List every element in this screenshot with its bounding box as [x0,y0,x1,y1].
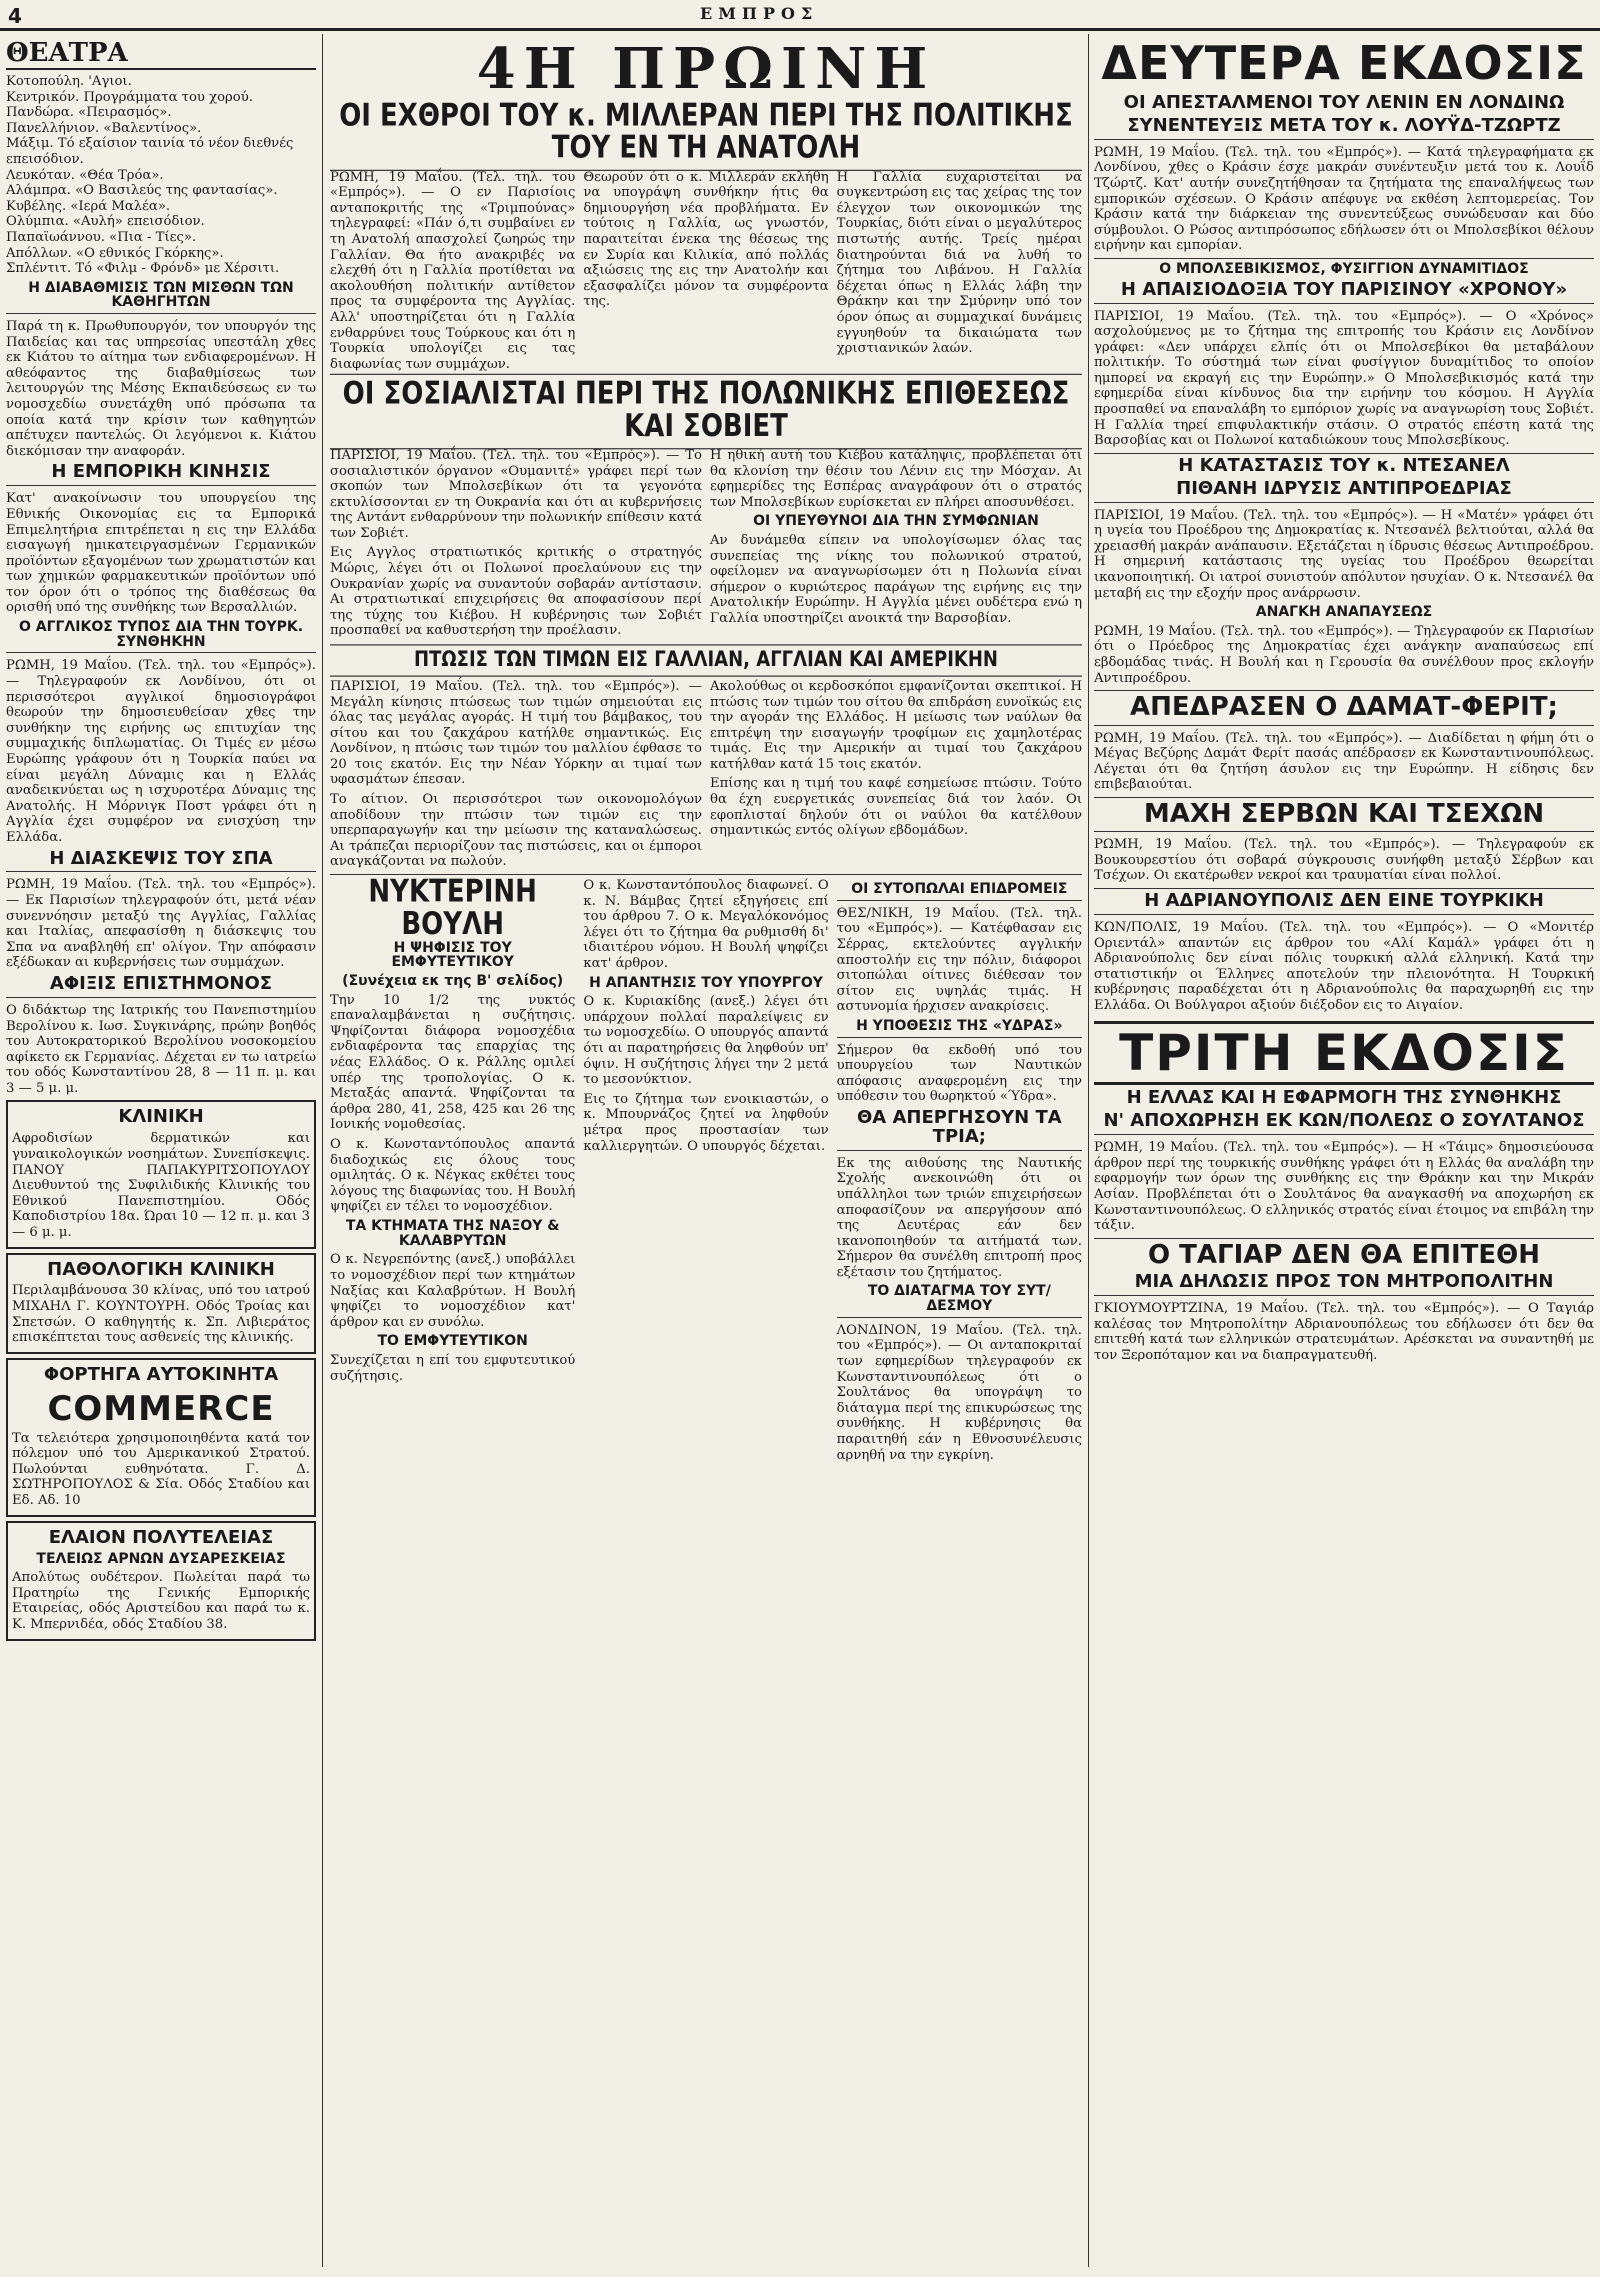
page-number: 4 [8,4,22,28]
theatre-line: Κοτοπούλη. 'Αγιοι. [6,74,132,89]
column-rule [1088,34,1089,2267]
article-ptosis-part: Επίσης και η τιμή του καφέ εσημείωσε πτώσιν. Τούτο θα έχη ευεργετικάς συνεπείας διά τον λαόν. Οι εφοπλισταί δηλούν ότι οι ναύλοι θα κατέλθουν σημαντικώς εντός ολίγων εβδομάδων. [710,776,1082,839]
article-damat-ferit: ΡΩΜΗ, 19 Μαΐου. (Τελ. τηλ. του «Εμπρός»). — Διαδίδεται η φήμη ότι ο Μέγας Βεζύρης Δαμάτ Φερίτ πασάς απέδρασεν εκ Κωνσταντινουπόλεως. Λέγεται ότι θα ζητήση άσυλον εις την Ευρώπην. Η είδησις δεν επιβεβαιούται. [1094,730,1594,793]
headline-damat-ferit: ΑΠΕΔΡΑΣΕΝ Ο ΔΑΜΑΤ-ΦΕΡΙΤ; [1094,690,1594,725]
theatre-line: Πανδώρα. «Πειρασμός». [6,105,172,121]
article-millerand-part: Η Γαλλία ευχαριστείται να συγκεντρώση εις τας χείρας της τον έλεγχον των οικονομικών της Τουρκίας, διότι είναι ο μεγαλύτερος πιστωτής αυτής. Τρείς ημέραι διατηρούνται διά να λυθή το ζήτημα του Λιβάνου. Η Γαλλία δέχεται όπως η Ελλάς λάβη την Θράκην και την Σμύρνην υπό τον όρον όπως αι συμμαχικαί δυνάμεις εγγυηθούν τα δικαιώματα των χριστιανικών λαών. [836,169,1082,357]
article-vouli-part: Εις το ζήτημα των ενοικιαστών, ο κ. Μπουρνάζος ζητεί να ληφθούν μέτρα προς προστασίαν των καλλιεργητών. Ο υπουργός δέχεται. [583,1091,829,1154]
article-ptosis-part: ΠΑΡΙΣΙΟΙ, 19 Μαΐου. (Τελ. τηλ. του «Εμπρός»). — Μεγάλη κίνησις πτώσεως των τιμών σημειούται εις όλας τας μεγάλας αγοράς. Η τιμή του βάμβακος, του σίτου και του ζακχάρου κατήλθε σημαντικώς. Εις Λονδίνον, η πτώσις των τιμών του μαλλίου έφθασε το 20 τοις εκατόν. Εις την Νέαν Υόρκην αι τιμαί των υφασμάτων έπεσαν. [330,678,702,788]
headline-lenin: ΟΙ ΑΠΕΣΤΑΛΜΕΝΟΙ ΤΟΥ ΛΕΝΙΝ ΕΝ ΛΟΝΔΙΝΩ [1123,92,1565,113]
headline-lloyd-george: ΣΥΝΕΝΤΕΥΞΙΣ ΜΕΤΑ ΤΟΥ κ. ΛΟΥΫΔ-ΤΖΩΡΤΖ [1094,117,1594,140]
article-spa: ΡΩΜΗ, 19 Μαΐου. (Τελ. τηλ. του «Εμπρός»). — Εκ Παρισίων τηλεγραφούν ότι, μετά νέαν συνεννόησιν μεταξύ της Αγγλίας, Γαλλίας και Ιταλίας, απεφασίσθη η διάσκεψις του Σπα να αναβληθή επ' ολίγον. Την απόφασιν εξέδωκαν αι κυβερνήσεις των συμμάχων. [6,877,316,971]
article-tagiar: ΓΚΙΟΥΜΟΥΡΤΖΙΝΑ, 19 Μαΐου. (Τελ. τηλ. του «Εμπρός»). — Ο Ταγιάρ καλέσας τον Μητροπολίτην Αδριανουπόλεως του εδήλωσεν ότι δεν θα επιτεθή κατά των ελληνικών στρατευμάτων. Αρέσκεται να συναντηθή με τον Ξεροπόταμον και να διαπραγματευθή. [1094,1301,1594,1363]
headline-sytopolai: ΟΙ ΣΥΤΟΠΩΛΑΙ ΕΠΙΔΡΟΜΕΙΣ [837,882,1082,901]
headline-chronou: Η ΑΠΑΙΣΙΟΔΟΞΙΑ ΤΟΥ ΠΑΡΙΣΙΝΟΥ «ΧΡΟΝΟΥ» [1094,281,1594,304]
article-millerand-part: ΡΩΜΗ, 19 Μαΐου. (Τελ. τηλ. του «Εμπρός»). — Ο εν Παρισίοις ανταποκριτής της «Τριμπούνας» τηλεγραφεί: «Πάν ό,τι συμβαίνει εν τη Ανατολή απασχολεί ζωηρώς την Γαλλίαν. Θα ήτο ανακριβές να ελεχθή ότι η Γαλλία προτίθεται να ακολουθήση πολιτικήν αντίθετον προς τα συμφέροντα της Αγγλίας. Αλλ' υποστηρίζεται ότι η Γαλλία ενθαρρύνει τους Τούρκους και ότι η Τουρκία υπολογίζει εις τας διαφωνίας των συμμάχων. [330,169,576,372]
subheadline-naxou: ΤΑ ΚΤΗΜΑΤΑ ΤΗΣ ΝΑΞΟΥ & ΚΑΛΑΒΡΥΤΩΝ [345,1218,560,1249]
headline-millerand: ΟΙ ΕΧΘΡΟΙ ΤΟΥ κ. ΜΙΛΛΕΡΑΝ ΠΕΡΙ ΤΗΣ ΠΟΛΙΤΙΚΗΣ ΤΟΥ ΕΝ ΤΗ ΑΝΑΤΟΛΗ [330,100,1082,170]
headline-emporiki: Η ΕΜΠΟΡΙΚΗ ΚΙΝΗΣΙΣ [6,463,316,486]
article-chronou: ΠΑΡΙΣΙΟΙ, 19 Μαΐου. (Τελ. τηλ. του «Εμπρός»). — Ο «Χρόνος» ασχολούμενος με το ζήτημα της επιτροπής του Κράσιν εις Λονδίνον γράφει: «Δεν υπάρχει ελπίς ότι οι Μπολσεβίκοι θα μεταβάλουν πολιτικήν. Το σύστημά των είναι φυσίγγιον δυναμίτιδος το οποίον ημπορεί να εκραγή εις την Ευρώπην.» Ο Μπολσεβικισμός κατά την εφημερίδα είναι κίνδυνος δια την ειρήνην του κόσμου. Η Αγγλία προσπαθεί να επαναλάβη το εμπόριον χωρίς να αναγνωρίση τους Σοβιέτ. Η Γαλλία τηρεί επιφυλακτικήν στάσιν. Ο στρατός επέστη κατά της Βαρσοβίας και οι Πολωνοί καταδιώκουν τους Μπολσεβίκους. [1094,308,1594,449]
article-ptosis-part: Το αίτιον. Οι περισσότεροι των οικονομολόγων αποδίδουν την πτώσιν των τιμών εις την υπερπαραγωγήν και την μείωσιν της καταναλώσεως. Αι τράπεζαι περιορίζουν τας πιστώσεις, και οι έμποροι αναγκάζονται να πωλούν. [330,792,702,870]
article-vouli-part: Ο κ. Κωνσταντόπουλος απαντά διαδοχικώς εις όλους τους ομιλητάς. Ο κ. Νέγκας εκθέτει τους λόγους της διαφωνίας του. Η Βουλή ψηφίζει εν τέλει το νομοσχέδιον. [330,1137,576,1215]
headline-tagiar: Ο ΤΑΓΙΑΡ ΔΕΝ ΘΑ ΕΠΙΤΕΘΗ [1094,1238,1594,1269]
subheadline-emfyteutikou: Η ΨΗΦΙΣΙΣ ΤΟΥ ΕΜΦΥΤΕΥΤΙΚΟΥ [391,939,514,971]
headline-soultanos: Ν' ΑΠΟΧΩΡΗΣΗ ΕΚ ΚΩΝ/ΠΟΛΕΩΣ Ο ΣΟΥΛΤΑΝΟΣ [1094,1112,1594,1135]
edition-title-4h-proini: 4Η ΠΡΩΙΝΗ [476,36,936,102]
left-column [6,34,316,2267]
headline-bolsevikismos: Ο ΜΠΟΛΣΕΒΙΚΙΣΜΟΣ, ΦΥΣΙΓΓΙΟΝ ΔΥΝΑΜΙΤΙΔΟΣ [1094,258,1594,277]
theatre-line: Ολύμπια. «Αυλή» επεισόδιον. [6,214,205,230]
headline-elaion: ΕΛΑΙΟΝ ΠΟΛΥΤΕΛΕΙΑΣ [48,1526,274,1548]
theatre-line: Σπλέντιτ. Τό «Φιλμ - Φρόνδ» με Χέρσιτι. [6,261,280,277]
headline-adrianoupolis: Η ΑΔΡΙΑΝΟΥΠΟΛΙΣ ΔΕΝ ΕΙΝΕ ΤΟΥΡΚΙΚΗ [1094,888,1594,915]
headline-mitropolitis: ΜΙΑ ΔΗΛΩΣΙΣ ΠΡΟΣ ΤΟΝ ΜΗΤΡΟΠΟΛΙΤΗΝ [1094,1273,1594,1296]
headline-nykterini-vouli: ΝΥΚΤΕΡΙΝΗ ΒΟΥΛΗ [368,874,537,943]
commerce-brand: COMMERCE [47,1388,275,1429]
subheadline-apantisis: Η ΑΠΑΝΤΗΣΙΣ ΤΟΥ ΥΠΟΥΡΓΟΥ [589,974,823,991]
headline-diabathmisis: Η ΔΙΑΒΑΘΜΙΣΙΣ ΤΩΝ ΜΙΣΘΩΝ ΤΩΝ ΚΑΘΗΓΗΤΩΝ [6,281,316,314]
headline-elaion-sub: ΤΕΛΕΙΩΣ ΑΡΝΩΝ ΔΥΣΑΡΕΣΚΕΙΑΣ [36,1550,286,1567]
article-sytopolai: ΘΕΣ/ΝΙΚΗ, 19 Μαΐου. (Τελ. τηλ. του «Εμπρός»). — Κατέφθασαν εις Σέρρας, εκτελούντες αγγλικήν αποστολήν εις την πόλιν, διάφοροι σιτοπώλαι οίτινες διέθεσαν τον σίτον εις υψηλάς τιμάς. Η αστυνομία ήρχισεν ανακρίσεις. [836,905,1082,1015]
article-diatagma: ΛΟΝΔΙΝΟΝ, 19 Μαΐου. (Τελ. τηλ. του «Εμπρός»). — Οι ανταποκριταί των εφημερίδων τηλεγραφούν εκ Κωνσταντινουπόλεως ότι ο Σουλτάνος θα υπογράψη το διάταγμα περί της επικυρώσεως της συνθήκης. Η κυβέρνησις θα παραιτηθή εάν η Εθνοσυνέλευσις αρνηθή να την εγκρίνη. [836,1322,1082,1463]
headline-afixis: ΑΦΙΞΙΣ ΕΠΙΣΤΗΜΟΝΟΣ [6,975,316,998]
article-emporiki: Κατ' ανακοίνωσιν του υπουργείου της Εθνικής Οικονομίας εις τα Εμπορικά Επιμελητήρια επιτρέπεται η εις την Ελλάδα εισαγωγή ημικατειργασμένων Γερμανικών προϊόντων εξαγομένων των χρωματιστών και των χημικών φαρμακευτικών προϊόντων υπό τον όρον ότι ο τρόπος της διαθέσεως θα ορισθή υπό της συνθήκης των Βερσαλλιών. [6,491,316,616]
ad-pathologiki-box [6,1253,316,1354]
article-ptosis-part: Ακολούθως οι κερδοσκόποι εμφανίζονται σκεπτικοί. Η πτώσις των τιμών του σίτου θα επιδράση ευνοϊκώς εις την αγοράν της Ελλάδος. Η μείωσις των ναύλων θα επιτρέψη την εισαγωγήν τροφίμων εις χαμηλοτέρας τιμάς. Εις την Αμερικήν αι τιμαί του ζακχάρου κατήλθαν κατά 15 τοις εκατόν. [710,678,1082,772]
ad-elaion: Απολύτως ουδέτερον. Πωλείται παρά τω Πρατηρίω της Γενικής Εμπορικής Εταιρείας, οδός Αριστείδου και παρά τω κ. Κ. Μπερνιδέα, οδός Σταδίου 38. [12,1570,310,1633]
headline-ydra: Η ΥΠΟΘΕΣΙΣ ΤΗΣ «ΥΔΡΑΣ» [837,1019,1082,1038]
headline-klinik: ΚΛΙΝΙΚΗ [118,1106,204,1128]
headline-ellas-synthiki: Η ΕΛΛΑΣ ΚΑΙ Η ΕΦΑΡΜΟΓΗ ΤΗΣ ΣΥΝΘΗΚΗΣ [1126,1087,1562,1109]
article-vouli-part: Ο κ. Νεγρεπόντης (ανεξ.) υποβάλλει το νομοσχέδιον περί των κτημάτων Ναξίας και Καλαβρύτων. Η Βουλή ψηφίζει το νομοσχέδιον κατ' άρθρον και εν συνόλω. [330,1252,576,1330]
headline-antiproedria: ΠΙΘΑΝΗ ΙΔΡΥΣΙΣ ΑΝΤΙΠΡΟΕΔΡΙΑΣ [1094,480,1594,503]
article-anapausis: ΡΩΜΗ, 19 Μαΐου. (Τελ. τηλ. του «Εμπρός»). — Τηλεγραφούν εκ Παρισίων ότι ο Πρόεδρος της Δημοκρατίας έχει ανάγκην αναπαύσεως επί εβδομάδας τινάς. Η Βουλή και η Γερουσία θα συνέλθουν προς εκλογήν Αντιπροέδρου. [1094,623,1594,686]
headline-diatagma: ΤΟ ΔΙΑΤΑΓΜΑ ΤΟΥ ΣΥΤ/ΔΕΣΜΟΥ [837,1284,1082,1317]
theatre-line: Κυβέλης. «Ιερά Μαλέα». [6,198,171,214]
headline-pathologiki: ΠΑΘΟΛΟΓΙΚΗ ΚΛΙΝΙΚΗ [47,1258,275,1280]
millerand-columns [330,170,1082,377]
article-lenin: ΡΩΜΗ, 19 Μαΐου. (Τελ. τηλ. του «Εμπρός»). — Κατά τηλεγραφήματα εκ Λονδίνου, χθες ο Κράσιν έσχε μακράν συνέντευξιν μετά του κ. Λουΐδ Τζώρτζ. Κατ' αυτήν συνεζητήθησαν τα ζητήματα της επαναλήψεως των εμπορικών σχέσεων. Ο Κράσιν απέφυγε να εκθέση λεπτομερείας. Τον Κράσιν κατά την διάρκειαν της συνεντεύξεως συνώδευσαν και δύο σύμβουλοι. Ο Ρώσος αντιπρόσωπος εδήλωσεν ότι οι Μπολσεβίκοι θέλουν ειρήνην και εμπορίαν. [1094,144,1594,254]
subheadline-ypeuthynoi: ΟΙ ΥΠΕΥΘΥΝΟΙ ΔΙΑ ΤΗΝ ΣΥΜΦΩΝΙΑΝ [753,513,1039,530]
center-column [330,34,1082,2267]
article-ydra: Σήμερον θα εκδοθή υπό του υπουργείου των Ναυτικών απόφασις αναφερομένη εις την υπόθεσιν του θωρηκτού «Ύδρα». [836,1042,1082,1105]
theatre-title: ΘΕΑΤΡΑ [6,38,316,70]
headline-deschanel: Η ΚΑΤΑΣΤΑΣΙΣ ΤΟΥ κ. ΝΤΕΣΑΝΕΛ [1094,453,1594,476]
theatre-line: Απόλλων. «Ο εθνικός Γκόρκης». [6,245,224,261]
article-apergia: Εκ της αιθούσης της Ναυτικής Σχολής ανεκοινώθη ότι οι υπάλληλοι των τριών επιχειρήσεων αποφασίζουν να απεργήσουν από της Δευτέρας εάν δεν ικανοποιηθούν τα αιτήματά των. Σήμερον θα συνέλθη επιτροπή προς εξέτασιν του ζητήματος. [836,1155,1082,1280]
article-sosialistai-part: Αν δυνάμεθα είπειν να υπολογίσωμεν όλας τας συνεπείας της νίκης του πολωνικού στρατού, οφείλομεν να αναγνωρίσωμεν ότι η Πολωνία είναι σήμερον ο κυριώτερος παράγων της ειρήνης εις την Ανατολικήν Ευρώπην. Η Αγγλία μένει ουδέτερα ενώ η Γαλλία υποστηρίζει ανοικτά την Βαρσοβίαν. [710,532,1082,626]
subheadline-emfyteutikon: ΤΟ ΕΜΦΥΤΕΥΤΙΚΟΝ [377,1333,528,1350]
article-millerand-part: Θεωρούν ότι ο κ. Μιλλεράν εκλήθη να υπογράψη συνθήκην ήτις θα δημιουργήση νέα προβλήματα. Εν τούτοις η Γαλλία, ως γνωστόν, παραιτείται ένεκα της θέσεως της εν Συρία και Κιλικία, από πολλάς αξιώσεις της εις την Ανατολήν και εξασφαλίζει μόνον τα συμφέροντα της. [583,169,829,310]
theatre-list [6,74,316,277]
headline-fortiga: ΦΟΡΤΗΓΑ ΑΥΤΟΚΙΝΗΤΑ [43,1363,279,1385]
ad-commerce-box [6,1358,316,1517]
subheadline-anapausis: ΑΝΑΓΚΗ ΑΝΑΠΑΥΣΕΩΣ [1255,604,1433,621]
column-rule [322,34,323,2267]
theatre-line: Μάξιμ. Τό εξαίσιον ταινία τό νέον διεθνές επεισόδιον. [6,136,294,167]
headline-anglikos-typos: Ο ΑΓΓΛΙΚΟΣ ΤΥΠΟΣ ΔΙΑ ΤΗΝ ΤΟΥΡΚ. ΣΥΝΘΗΚΗΝ [6,620,316,653]
right-column [1094,34,1594,2267]
article-sosialistai-part: Η ηθική αυτή του Κιέβου κατάληψις, προβλέπεται ότι θα κλονίση την θέσιν του Λένιν εις την Μόσχαν. Αι εφημερίδες της Εσπέρας αναγράφουν ότι ο στρατός των Μπολσεβίκων ευρίσκεται εν πλήρει αποσυνθέσει. [710,447,1082,510]
article-vouli-part: Συνεχίζεται η επί του εμφυτευτικού συζήτησις. [330,1353,576,1384]
subheadline-synecheia: (Συνέχεια εκ της Β' σελίδος) [342,973,564,990]
ad-klinik-box [6,1100,316,1248]
theatre-line: Λευκόταν. «Θέα Τρόα». [6,167,164,183]
article-sosialistai-part: Εις Αγγλος στρατιωτικός κριτικής ο στρατηγός Μώρις, λέγει ότι οι Πολωνοί προελαύνουν εις την Ουκρανίαν χωρίς να συναντούν σοβαράν αντίστασιν. Αι στρατιωτικαί επιχειρήσεις θα αποφασίσουν περί της τύχης του Κιέβου. Η κυβέρνησις των Σοβιέτ προσπαθεί να καθυστερήση την προέλασιν. [330,545,702,639]
article-diabathmisis: Παρά τη κ. Πρωθυπουργόν, τον υπουργόν της Παιδείας και τας υπηρεσίας υπεστάλη χθες εκ Κιάτου το αίτημα των ενδιαφερομένων. Η αθεόφαντος της διαβαθμίσεως των λειτουργών της Μέσης Εκπαιδεύσεως εν τω νομοσχεδίω συνετάχθη υπό πρόσωπα τα οποία κατά την κρίσιν των καθηγητών απέτυχεν παντελώς. Οι λεγόμενοι κ. Κιάτου διεκόμισαν την αναφοράν. [6,319,316,459]
masthead: ΕΜΠΡΟΣ [700,4,819,23]
theatre-line: Κεντρικόν. Προγράμματα του χορού. [6,89,253,105]
ad-klinik: Αφροδισίων δερματικών και γυναικολογικών νοσημάτων. Συνεπίσκεψις. ΠΑΝΟΥ ΠΑΠΑΚΥΡΙΤΣΟΠΟΥΛΟΥ Διευθυντού της Συφιλιδικής Κλινικής του Εθνικού Πανεπιστημίου. Οδός Καποδιστρίου 18α. Ώραι 10 — 12 π. μ. και 3 — 6 μ. μ. [12,1131,310,1240]
article-adrianoupolis: ΚΩΝ/ΠΟΛΙΣ, 19 Μαΐου. (Τελ. τηλ. του «Εμπρός»). — Ο «Μονιτέρ Οριεντάλ» απαντών εις άρθρον του «Αλί Καμάλ» γράφει ότι η Αδριανούπολις δεν είναι πόλις τουρκική αλλά ελληνική. Κατά την στατιστικήν οι Έλληνες αποτελούν την πλειονότητα. Η Τουρκική κυβέρνησις παραδέχεται ότι η Αδριανούπολις θα παραχωρηθή εις την Ελλάδα. Οι Βούλγαροι αξιούν διέξοδον εις το Αιγαίον. [1094,919,1594,1013]
top-rule [0,28,1600,31]
edition-title-triti: ΤΡΙΤΗ ΕΚΔΟΣΙΣ [1094,1021,1594,1085]
ad-commerce: Τα τελειότερα χρησιμοποιηθέντα κατά τον πόλεμον υπό του Αμερικανικού Στρατού. Πωλούνται ευθηνότατα. Γ. Δ. ΣΩΤΗΡΟΠΟΥΛΟΣ & Σία. Οδός Σταδίου και Εδ. Αδ. 10 [12,1430,310,1509]
article-servon-tsechon: ΡΩΜΗ, 19 Μαΐου. (Τελ. τηλ. του «Εμπρός»). — Τηλεγραφούν εκ Βουκουρεστίου ότι σοβαρά σύγκρουσις συνήφθη μεταξύ Σέρβων και Τσέχων. Οι εκατέρωθεν νεκροί και τραυματίαι είναι πολλοί. [1094,837,1594,884]
headline-servon-tsechon: ΜΑΧΗ ΣΕΡΒΩΝ ΚΑΙ ΤΣΕΧΩΝ [1094,797,1594,832]
ad-afixis: Ο διδάκτωρ της Ιατρικής του Πανεπιστημίου Βερολίνου κ. Ιωσ. Συγκινάρης, πρώην βοηθός του Αυτοκρατορικού Βερολίνου νοσοκομείου αφίκετο εκ Γερμανίας. Δέχεται εν τω ιατρείω του οδός Κωνσταντίνου 28, 8 — 11 π. μ. και 3 — 5 μ. μ. [6,1002,316,1096]
article-anglikos-typos: ΡΩΜΗ, 19 Μαΐου. (Τελ. τηλ. του «Εμπρός»). — Τηλεγραφούν εκ Λονδίνου, ότι οι περισσότεροι αγγλικοί δημοσιογράφοι θεωρούν την δημοσιευθείσαν χθες την συνθήκην της ειρήνης ως επιτυχίαν της συμμαχικής διπλωματίας. Οι Τιμές εν μέσω Ευρώπης γράφουν ότι η Τουρκία παύει να είναι μεγάλη Δύναμις και η Ελλάς αναδεικνύεται ως η ισχυροτέρα Δύναμις της Ανατολής. Η Μόρνιγκ Ποστ γράφει ότι η Αγγλία έχει συμφέρον να ενισχύση την Ελλάδα. [6,658,316,845]
ad-elaion-box [6,1521,316,1641]
edition-title-deutera: ΔΕΥΤΕΡΑ ΕΚΔΟΣΙΣ [1101,36,1587,90]
lower-center-columns [330,874,1082,1467]
theatre-line: Αλάμπρα. «Ο Βασιλεύς της φαντασίας». [6,183,278,199]
article-deschanel: ΠΑΡΙΣΙΟΙ, 19 Μαΐου. (Τελ. τηλ. του «Εμπρός»). — Η «Ματέν» γράφει ότι η υγεία του Προέδρου της Δημοκρατίας κ. Ντεσανέλ βελτιούται, αλλά θα χρειασθή μακράν ανάπαυσιν. Εξετάζεται η ίδρυσις θέσεως Αντιπροέδρου. Η σημερινή κατάστασις της υγείας του Προέδρου θεωρείται ικανοποιητική. Οι ιατροί συνιστούν απόλυτον ησυχίαν. Ο κ. Ντεσανέλ θα μεταβή εις την εξοχήν προς ανάρρωσιν. [1094,507,1594,601]
theatre-line: Πανελλήνιον. «Βαλεντίνος». [6,120,202,136]
article-sosialistai-part: ΠΑΡΙΣΙΟΙ, 19 Μαΐου. (Τελ. τηλ. του «Εμπρός»). — Το σοσιαλιστικόν όργανον «Ουμανιτέ» γράφει περί των σκοπών των Μπολσεβίκων ότι τα γεγονότα εκτυλίσσονται εν τη Ουκρανία και ότι αι κυβερνήσεις της Αντάντ ενθαρρύνουν την πολωνικήν επίθεσιν κατά των Σοβιέτ. [330,447,702,541]
article-vouli-part: Την 10 1/2 της νυκτός επαναλαμβάνεται η συζήτησις. Ψηφίζονται διάφορα νομοσχέδια ενδιαφέροντα τας επαρχίας της νέας Ελλάδος. Ο κ. Ράλλης ομιλεί υπέρ της τροπολογίας. Ο κ. Μεταξάς απαντά. Ψηφίζονται τα άρθρα 280, 41, 258, 425 και 26 της Ιονικής νομοθεσίας. [330,992,576,1133]
ptosis-columns [330,679,1082,874]
ad-pathologiki: Περιλαμβάνουσα 30 κλίνας, υπό του ιατρού ΜΙΧΑΗΛ Γ. ΚΟΥΝΤΟΥΡΗ. Οδός Τροίας και Σπετσών. Ο καθηγητής κ. Σπ. Λιβιεράτος επισκέπτεται τους ασθενείς της κλινικής. [12,1283,310,1346]
headline-ptosis-timon: ΠΤΩΣΙΣ ΤΩΝ ΤΙΜΩΝ ΕΙΣ ΓΑΛΛΙΑΝ, ΑΓΓΛΙΑΝ ΚΑΙ ΑΜΕΡΙΚΗΝ [330,644,1082,676]
article-vouli-part: Ο κ. Κωνσταντόπουλος διαφωνεί. Ο κ. Ν. Βάμβας ζητεί εξηγήσεις επί του άρθρου 7. Ο κ. Μεγαλόκονόμος λέγει ότι το ζήτημα θα ρυθμισθή δι' ιδιαιτέρου νόμου. Η Βουλή ψηφίζει κατ' άρθρον. [583,878,829,972]
headline-apergia: ΘΑ ΑΠΕΡΓΗΣΟΥΝ ΤΑ ΤΡΙΑ; [837,1109,1082,1151]
article-vouli-part: Ο κ. Κυριακίδης (ανεξ.) λέγει ότι υπάρχουν πολλαί παραλείψεις εν τω νομοσχεδίω. Ο υπουργός απαντά ότι αι παρατηρήσεις θα ληφθούν υπ' όψιν. Η συζήτησις λήγει την 2 μετά το μεσονύκτιον. [583,994,829,1088]
article-soultanos: ΡΩΜΗ, 19 Μαΐου. (Τελ. τηλ. του «Εμπρός»). — Η «Τάιμς» δημοσιεύουσα άρθρον περί της τουρκικής συνθήκης γράφει ότι η Ελλάς θα αναλάβη την εφαρμογήν των όρων της συνθήκης εις την Θράκην και την Μικράν Ασίαν. Προβλέπεται ότι ο Σουλτάνος θα αναγκασθή να αποχωρήση εκ Κωνσταντινουπόλεως. Ο ελληνικός στρατός είναι έτοιμος να επιβάλη την τάξιν. [1094,1140,1594,1234]
theatre-line: Παπαϊωάννου. «Πια - Τίες». [6,229,197,245]
sosialistai-columns [330,448,1082,643]
headline-sosialistai: ΟΙ ΣΟΣΙΑΛΙΣΤΑΙ ΠΕΡΙ ΤΗΣ ΠΟΛΩΝΙΚΗΣ ΕΠΙΘΕΣΕΩΣ ΚΑΙ ΣΟΒΙΕΤ [330,374,1082,449]
headline-spa: Η ΔΙΑΣΚΕΨΙΣ ΤΟΥ ΣΠΑ [6,850,316,873]
